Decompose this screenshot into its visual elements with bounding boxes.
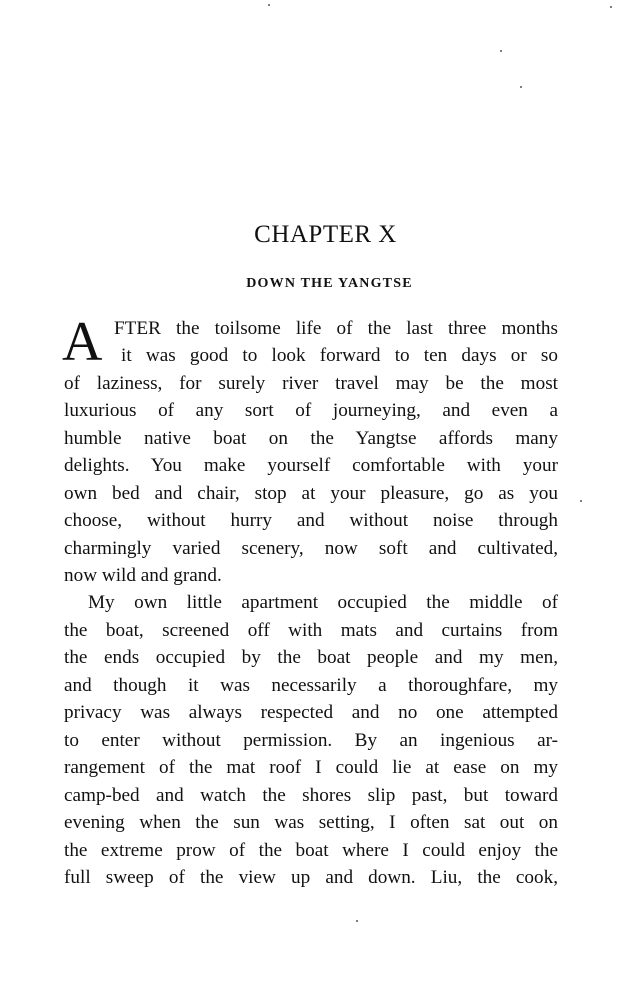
print-speck [580, 500, 582, 502]
print-speck [520, 86, 522, 88]
text-line: charmingly varied scenery, now soft and cultivated, [64, 538, 558, 559]
print-speck [268, 4, 270, 6]
text-line: FTER the toilsome life of the last three months [114, 318, 558, 339]
text-line: it was good to look forward to ten days or so [121, 345, 558, 366]
text-line: full sweep of the view up and down. Liu, the cook, [64, 867, 558, 888]
text-line: and though it was necessarily a thoroughfare, my [64, 675, 558, 696]
print-speck [610, 6, 612, 8]
text-line: evening when the sun was setting, I often sat out on [64, 812, 558, 833]
text-line: humble native boat on the Yangtse affords many [64, 428, 558, 449]
text-line: camp-bed and watch the shores slip past, but toward [64, 785, 558, 806]
text-line: privacy was always respected and no one attempted [64, 702, 558, 723]
text-line: luxurious of any sort of journeying, and even a [64, 400, 558, 421]
text-line: My own little apartment occupied the middle of [88, 592, 558, 613]
text-line: choose, without hurry and without noise through [64, 510, 558, 531]
text-line: the extreme prow of the boat where I could enjoy the [64, 840, 558, 861]
print-speck [500, 50, 502, 52]
text-line: to enter without permission. By an ingenious ar- [64, 730, 558, 751]
print-speck [356, 920, 358, 922]
text-line: the ends occupied by the boat people and my men, [64, 647, 558, 668]
text-line: own bed and chair, stop at your pleasure, go as you [64, 483, 558, 504]
text-line: delights. You make yourself comfortable with your [64, 455, 558, 476]
text-line: of laziness, for surely river travel may be the most [64, 373, 558, 394]
chapter-title: CHAPTER X [254, 221, 397, 248]
text-line: now wild and grand. [64, 565, 222, 586]
chapter-subtitle: DOWN THE YANGTSE [246, 276, 413, 291]
text-line: rangement of the mat roof I could lie at ease on my [64, 757, 558, 778]
text-line: the boat, screened off with mats and curtains from [64, 620, 558, 641]
drop-cap: A [62, 311, 103, 373]
